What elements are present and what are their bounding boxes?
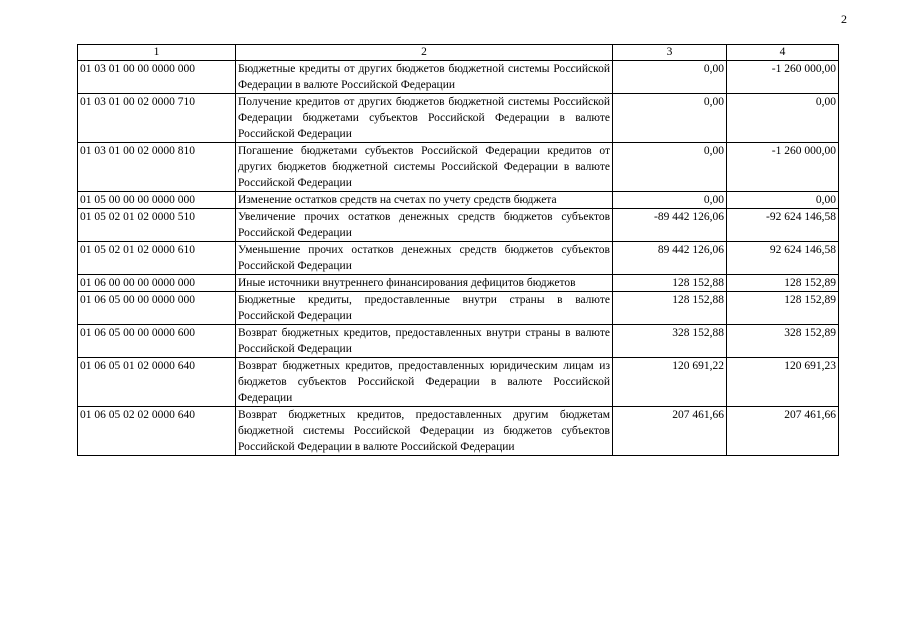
budget-code-cell: 01 06 00 00 00 0000 000: [78, 275, 236, 292]
description-cell: Уменьшение прочих остатков денежных средств бюджетов субъектов Российской Федерации: [236, 242, 613, 275]
budget-code-cell: 01 05 02 01 02 0000 610: [78, 242, 236, 275]
amount-col3-cell: 0,00: [613, 94, 727, 143]
amount-col3-cell: 0,00: [613, 61, 727, 94]
budget-code-cell: 01 03 01 00 00 0000 000: [78, 61, 236, 94]
budget-code-cell: 01 03 01 00 02 0000 710: [78, 94, 236, 143]
table-row: [78, 292, 839, 325]
description-cell: Возврат бюджетных кредитов, предоставленных другим бюджетам бюджетной системы Российской Федерации из бюджетов субъектов Российской Федерации в валюте Российской Федерации: [236, 407, 613, 456]
amount-col4-cell: -92 624 146,58: [727, 209, 839, 242]
table-row: [78, 209, 839, 242]
amount-col4-cell: 128 152,89: [727, 292, 839, 325]
table-row: [78, 143, 839, 192]
amount-col3-cell: 207 461,66: [613, 407, 727, 456]
budget-code-cell: 01 06 05 00 00 0000 600: [78, 325, 236, 358]
table-row: [78, 325, 839, 358]
amount-col3-cell: 120 691,22: [613, 358, 727, 407]
amount-col3-cell: 328 152,88: [613, 325, 727, 358]
description-cell: Изменение остатков средств на счетах по учету средств бюджета: [236, 192, 613, 209]
amount-col4-cell: 92 624 146,58: [727, 242, 839, 275]
budget-sources-table: [77, 44, 839, 456]
amount-col3-cell: 0,00: [613, 192, 727, 209]
budget-code-cell: 01 03 01 00 02 0000 810: [78, 143, 236, 192]
description-cell: Возврат бюджетных кредитов, предоставленных внутри страны в валюте Российской Федерации: [236, 325, 613, 358]
table-row: [78, 242, 839, 275]
amount-col4-cell: 0,00: [727, 94, 839, 143]
description-cell: Получение кредитов от других бюджетов бюджетной системы Российской Федерации бюджетами субъектов Российской Федерации в валюте Российской Федерации: [236, 94, 613, 143]
table-header-row: [78, 45, 839, 61]
column-header-3: 3: [613, 45, 727, 61]
description-cell: Возврат бюджетных кредитов, предоставленных юридическим лицам из бюджетов субъектов Российской Федерации в валюте Российской Федерации: [236, 358, 613, 407]
description-cell: Иные источники внутреннего финансирования дефицитов бюджетов: [236, 275, 613, 292]
amount-col4-cell: 328 152,89: [727, 325, 839, 358]
amount-col3-cell: 0,00: [613, 143, 727, 192]
table-row: [78, 94, 839, 143]
column-header-1: 1: [78, 45, 236, 61]
table-row: [78, 61, 839, 94]
description-cell: Увеличение прочих остатков денежных средств бюджетов субъектов Российской Федерации: [236, 209, 613, 242]
budget-code-cell: 01 06 05 02 02 0000 640: [78, 407, 236, 456]
amount-col4-cell: -1 260 000,00: [727, 143, 839, 192]
amount-col4-cell: 0,00: [727, 192, 839, 209]
column-header-4: 4: [727, 45, 839, 61]
amount-col3-cell: 128 152,88: [613, 292, 727, 325]
amount-col3-cell: 89 442 126,06: [613, 242, 727, 275]
table-row: [78, 192, 839, 209]
description-cell: Бюджетные кредиты, предоставленные внутри страны в валюте Российской Федерации: [236, 292, 613, 325]
budget-code-cell: 01 06 05 01 02 0000 640: [78, 358, 236, 407]
budget-code-cell: 01 05 00 00 00 0000 000: [78, 192, 236, 209]
table-row: [78, 275, 839, 292]
amount-col3-cell: 128 152,88: [613, 275, 727, 292]
amount-col4-cell: -1 260 000,00: [727, 61, 839, 94]
budget-code-cell: 01 06 05 00 00 0000 000: [78, 292, 236, 325]
budget-code-cell: 01 05 02 01 02 0000 510: [78, 209, 236, 242]
page-number: 2: [841, 12, 847, 26]
amount-col4-cell: 128 152,89: [727, 275, 839, 292]
amount-col3-cell: -89 442 126,06: [613, 209, 727, 242]
description-cell: Бюджетные кредиты от других бюджетов бюджетной системы Российской Федерации в валюте Российской Федерации: [236, 61, 613, 94]
table-row: [78, 358, 839, 407]
amount-col4-cell: 120 691,23: [727, 358, 839, 407]
table-row: [78, 407, 839, 456]
description-cell: Погашение бюджетами субъектов Российской Федерации кредитов от других бюджетов бюджетной системы Российской Федерации в валюте Российской Федерации: [236, 143, 613, 192]
amount-col4-cell: 207 461,66: [727, 407, 839, 456]
column-header-2: 2: [236, 45, 613, 61]
